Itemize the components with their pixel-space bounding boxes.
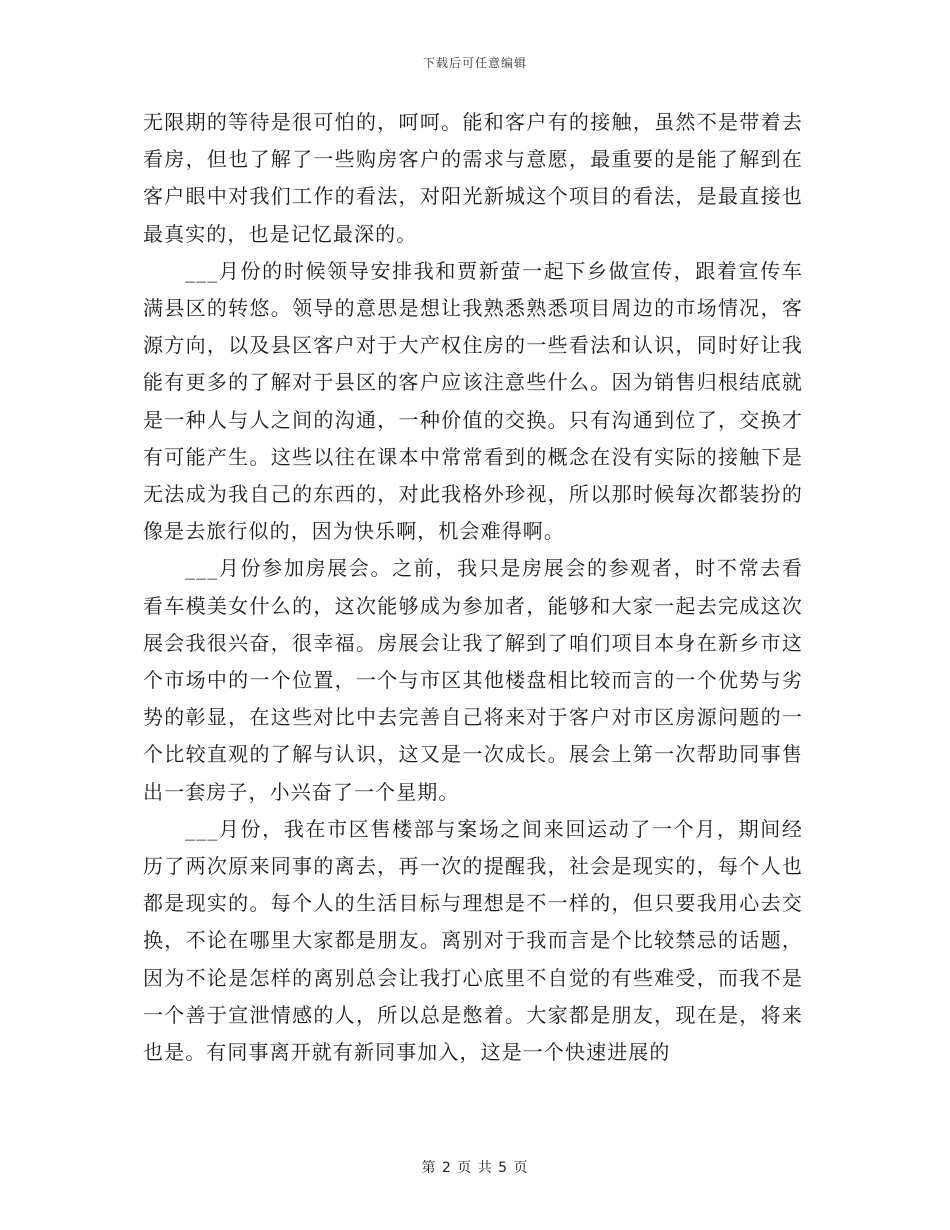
paragraph-4: ___月份，我在市区售楼部与案场之间来回运动了一个月，期间经历了两次原来同事的离去，再一次的提醒我，社会是现实的，每个人也都是现实的。每个人的生活目标与理想是不一样的，但只要我用心去交换，不论在哪里大家都是朋友。离别对于我而言是个比较禁忌的话题，因为不论是怎样的离别总会让我打心底里不自觉的有些难受，而我不是一个善于宣泄情感的人，所以总是憋着。大家都是朋友，现在是，将来也是。有同事离开就有新同事加入，这是一个快速进展的 bbox=[143, 816, 803, 1065]
page-header: 下载后可任意编辑 bbox=[422, 56, 527, 70]
paragraph-3: ___月份参加房展会。之前，我只是房展会的参观者，时不常去看看车模美女什么的，这次能够成为参加者，能够和大家一起去完成这次展会我很兴奋，很幸福。房展会让我了解到了咱们项目本身在新乡市这个市场中的一个位置，一个与市区其他楼盘相比较而言的一个优势与劣势的彰显，在这些对比中去完善自己将来对于客户对市区房源问题的一个比较直观的了解与认识，这又是一次成长。展会上第一次帮助同事售出一套房子，小兴奋了一个星期。 bbox=[143, 556, 803, 804]
paragraph-2: ___月份的时候领导安排我和贾新萤一起下乡做宣传，跟着宣传车满县区的转悠。领导的意思是想让我熟悉熟悉项目周边的市场情况，客源方向，以及县区客户对于大产权住房的一些看法和认识，同时好让我能有更多的了解对于县区的客户应该注意些什么。因为销售归根结底就是一种人与人之间的沟通，一种价值的交换。只有沟通到位了，交换才有可能产生。这些以往在课本中常常看到的概念在没有实际的接触下是无法成为我自己的东西的，对此我格外珍视，所以那时候每次都装扮的像是去旅行似的，因为快乐啊，机会难得啊。 bbox=[143, 258, 803, 544]
document-body bbox=[143, 104, 803, 1071]
page-number-footer: 第 2 页 共 5 页 bbox=[421, 1160, 529, 1176]
paragraph-1: 无限期的等待是很可怕的，呵呵。能和客户有的接触，虽然不是带着去看房，但也了解了一些购房客户的需求与意愿，最重要的是能了解到在客户眼中对我们工作的看法，对阳光新城这个项目的看法，是最直接也最真实的，也是记忆最深的。 bbox=[143, 110, 803, 246]
